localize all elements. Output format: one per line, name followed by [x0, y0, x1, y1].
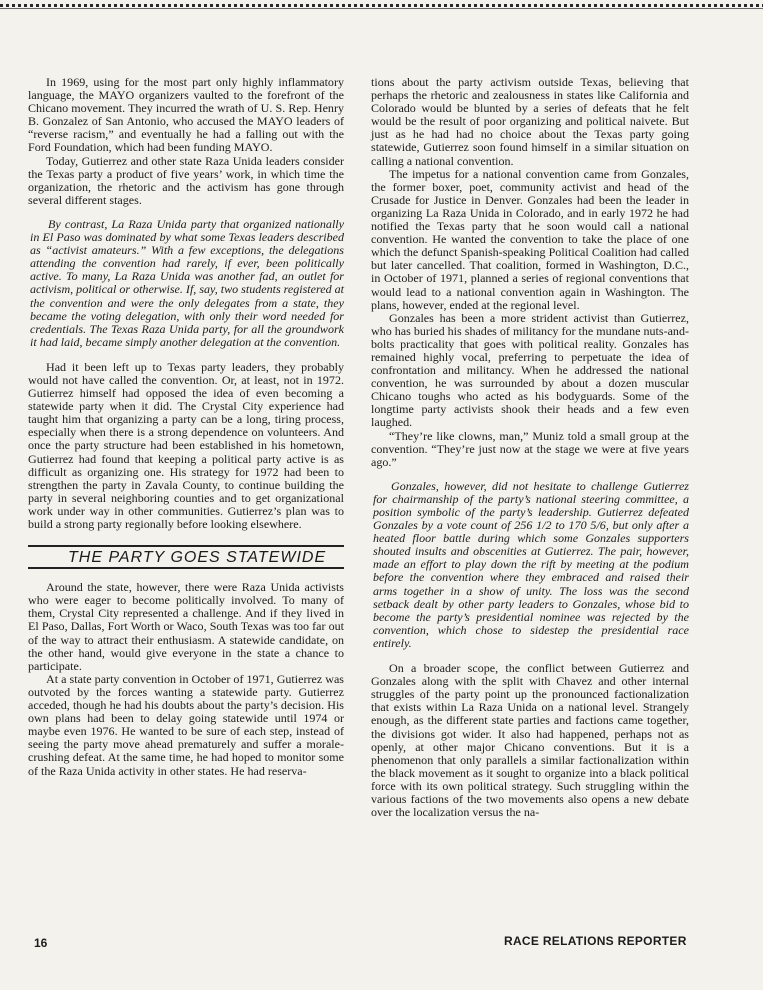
page-number: 16: [34, 936, 48, 950]
top-border-line: [0, 8, 763, 9]
paragraph: Had it been left up to Texas party leaders, they probably would not have called the convention. Or, at least, not in 1972. Gutierrez himself had opposed the idea of even becoming a statewide party when it did. The Crystal City experience had taught him that organizing a party can be a long, tiring process, especially when there is a strong dependence on volunteers. And once the party structure had been established in his hometown, Gutierrez had found that keeping a political party active is as difficult as organizing one. His strategy for 1972 had been to strengthen the party in Zavala County, to continue building the party in several neighboring counties and to get organizational work under way in other communities. Gutierrez’s plan was to build a strong party regionally before looking elsewhere.: [28, 359, 344, 531]
top-border-rule: [0, 4, 763, 7]
paragraph: On a broader scope, the conflict between Gutierrez and Gonzales along with the split with Chavez and other internal struggles of the party point up the pronounced factionalization that exists within La Raza Unida on a national level. Strangely enough, as the different state parties and factions came together, the divisions got wider. It also had happened, perhaps not as openly, at other major Chicano conventions. But it is a phenomenon that only parallels a similar factionalization within the black movement as it sought to organize into a black political force with its own political strategy. Such struggling within the various factions of the two movements also opens a new debate over the localization versus the na-: [371, 661, 689, 820]
paragraph: Around the state, however, there were Raza Unida activists who were eager to become politically involved. To many of them, Crystal City represented a challenge. And if they lived in El Paso, Dallas, Fort Worth or Waco, South Texas was too far out of the way to attract their enthusiasm. A statewide candidate, on the other hand, would give everyone in the state a chance to participate.: [28, 580, 344, 673]
left-column: [28, 76, 344, 778]
italic-quote-block: Gonzales, however, did not hesitate to challenge Gutierrez for chairmanship of the party’s national steering committee, a position symbolic of the party’s leadership. Gutierrez defeated Gonzales by a vote count of 256 1/2 to 170 5/6, but only after a heated floor battle during which some Gonzales supporters shouted insults and obscenities at Gutierrez. The pair, however, made an effort to play down the rift by meeting at the podium before the convention where they embraced and raised their arms together in a show of unity. The loss was the second setback dealt by other party leaders to Gonzales, whose bid to become the party’s presidential nominee was rejected by the convention, which chose to sidestep the presidential race entirely.: [373, 478, 689, 650]
paragraph: Today, Gutierrez and other state Raza Unida leaders consider the Texas party a product of five years’ work, in which time the organization, the rhetoric and the activism has gone through several different stages.: [28, 153, 344, 207]
publication-footer: RACE RELATIONS REPORTER: [504, 934, 687, 948]
paragraph: Gonzales has been a more strident activist than Gutierrez, who has buried his shades of militancy for the mundane nuts-and-bolts practicality that goes with political reality. Gonzales has remained highly vocal, preferring to perpetuate the idea of confrontation and militancy. When he addressed the national convention, he was surrounded by about a dozen muscular Chicano toughs who acted as his bodyguards. Some of the longtime party activists shook their heads and a few even laughed.: [371, 310, 689, 430]
paragraph: At a state party convention in October of 1971, Gutierrez was outvoted by the forces wanting a statewide party. Gutierrez acceded, though he had his doubts about the party’s decision. His own plans had been to delay going statewide until 1974 or maybe even 1976. He wanted to be sure of each step, instead of seeing the party move ahead prematurely and suffer a morale-crushing defeat. At the same time, he had hoped to monitor some of the Raza Unida activity in other states. He had reserva-: [28, 671, 344, 778]
paragraph: The impetus for a national convention came from Gonzales, the former boxer, poet, community activist and head of the Crusade for Justice in Denver. Gonzales had been the leader in organizing La Raza Unida in Colorado, and in early 1972 he had notified the Texas party that he soon would call a national convention. He wanted the convention to take the place of one which the defunct Spanish-speaking Political Coalition had called but later cancelled. That coalition, formed in Washington, D.C., in October of 1971, planned a series of regional conventions that would lead to a national convention again in Washington. The plans, however, ended at the regional level.: [371, 166, 689, 312]
paragraph: In 1969, using for the most part only highly inflammatory language, the MAYO organizers vaulted to the forefront of the Chicano movement. They incurred the wrath of U. S. Rep. Henry B. Gonzalez of San Antonio, who accused the MAYO leaders of “reverse racism,” and eventually he had a falling out with the Ford Foundation, which had been funding MAYO.: [28, 75, 344, 155]
italic-quote-block: By contrast, La Raza Unida party that organized nationally in El Paso was dominated by what some Texas leaders described as “activist amateurs.” With a few exceptions, the delegations attending the convention had rarely, if ever, been politically active. To many, La Raza Unida was another fad, an outlet for activism, political or otherwise. If, say, two students registered at the convention and were the only delegates from a state, they became the voting delegation, with only their word needed for credentials. The Texas Raza Unida party, for all the groundwork it had laid, became simply another delegation at the convention.: [30, 216, 344, 349]
section-heading: THE PARTY GOES STATEWIDE: [28, 545, 344, 569]
paragraph: “They’re like clowns, man,” Muniz told a small group at the convention. “They’re just now at the stage we were at five years ago.”: [371, 428, 689, 469]
right-column: [371, 76, 689, 819]
paragraph-continued: tions about the party activism outside Texas, believing that perhaps the rhetoric and zealousness in states like California and Colorado would be blunted by a series of defeats that he felt would be the result of poor organizing and political naivete. But just as he had had no choice about the Texas party going statewide, Gutierrez soon found himself in a similar situation on calling a national convention.: [371, 75, 689, 168]
